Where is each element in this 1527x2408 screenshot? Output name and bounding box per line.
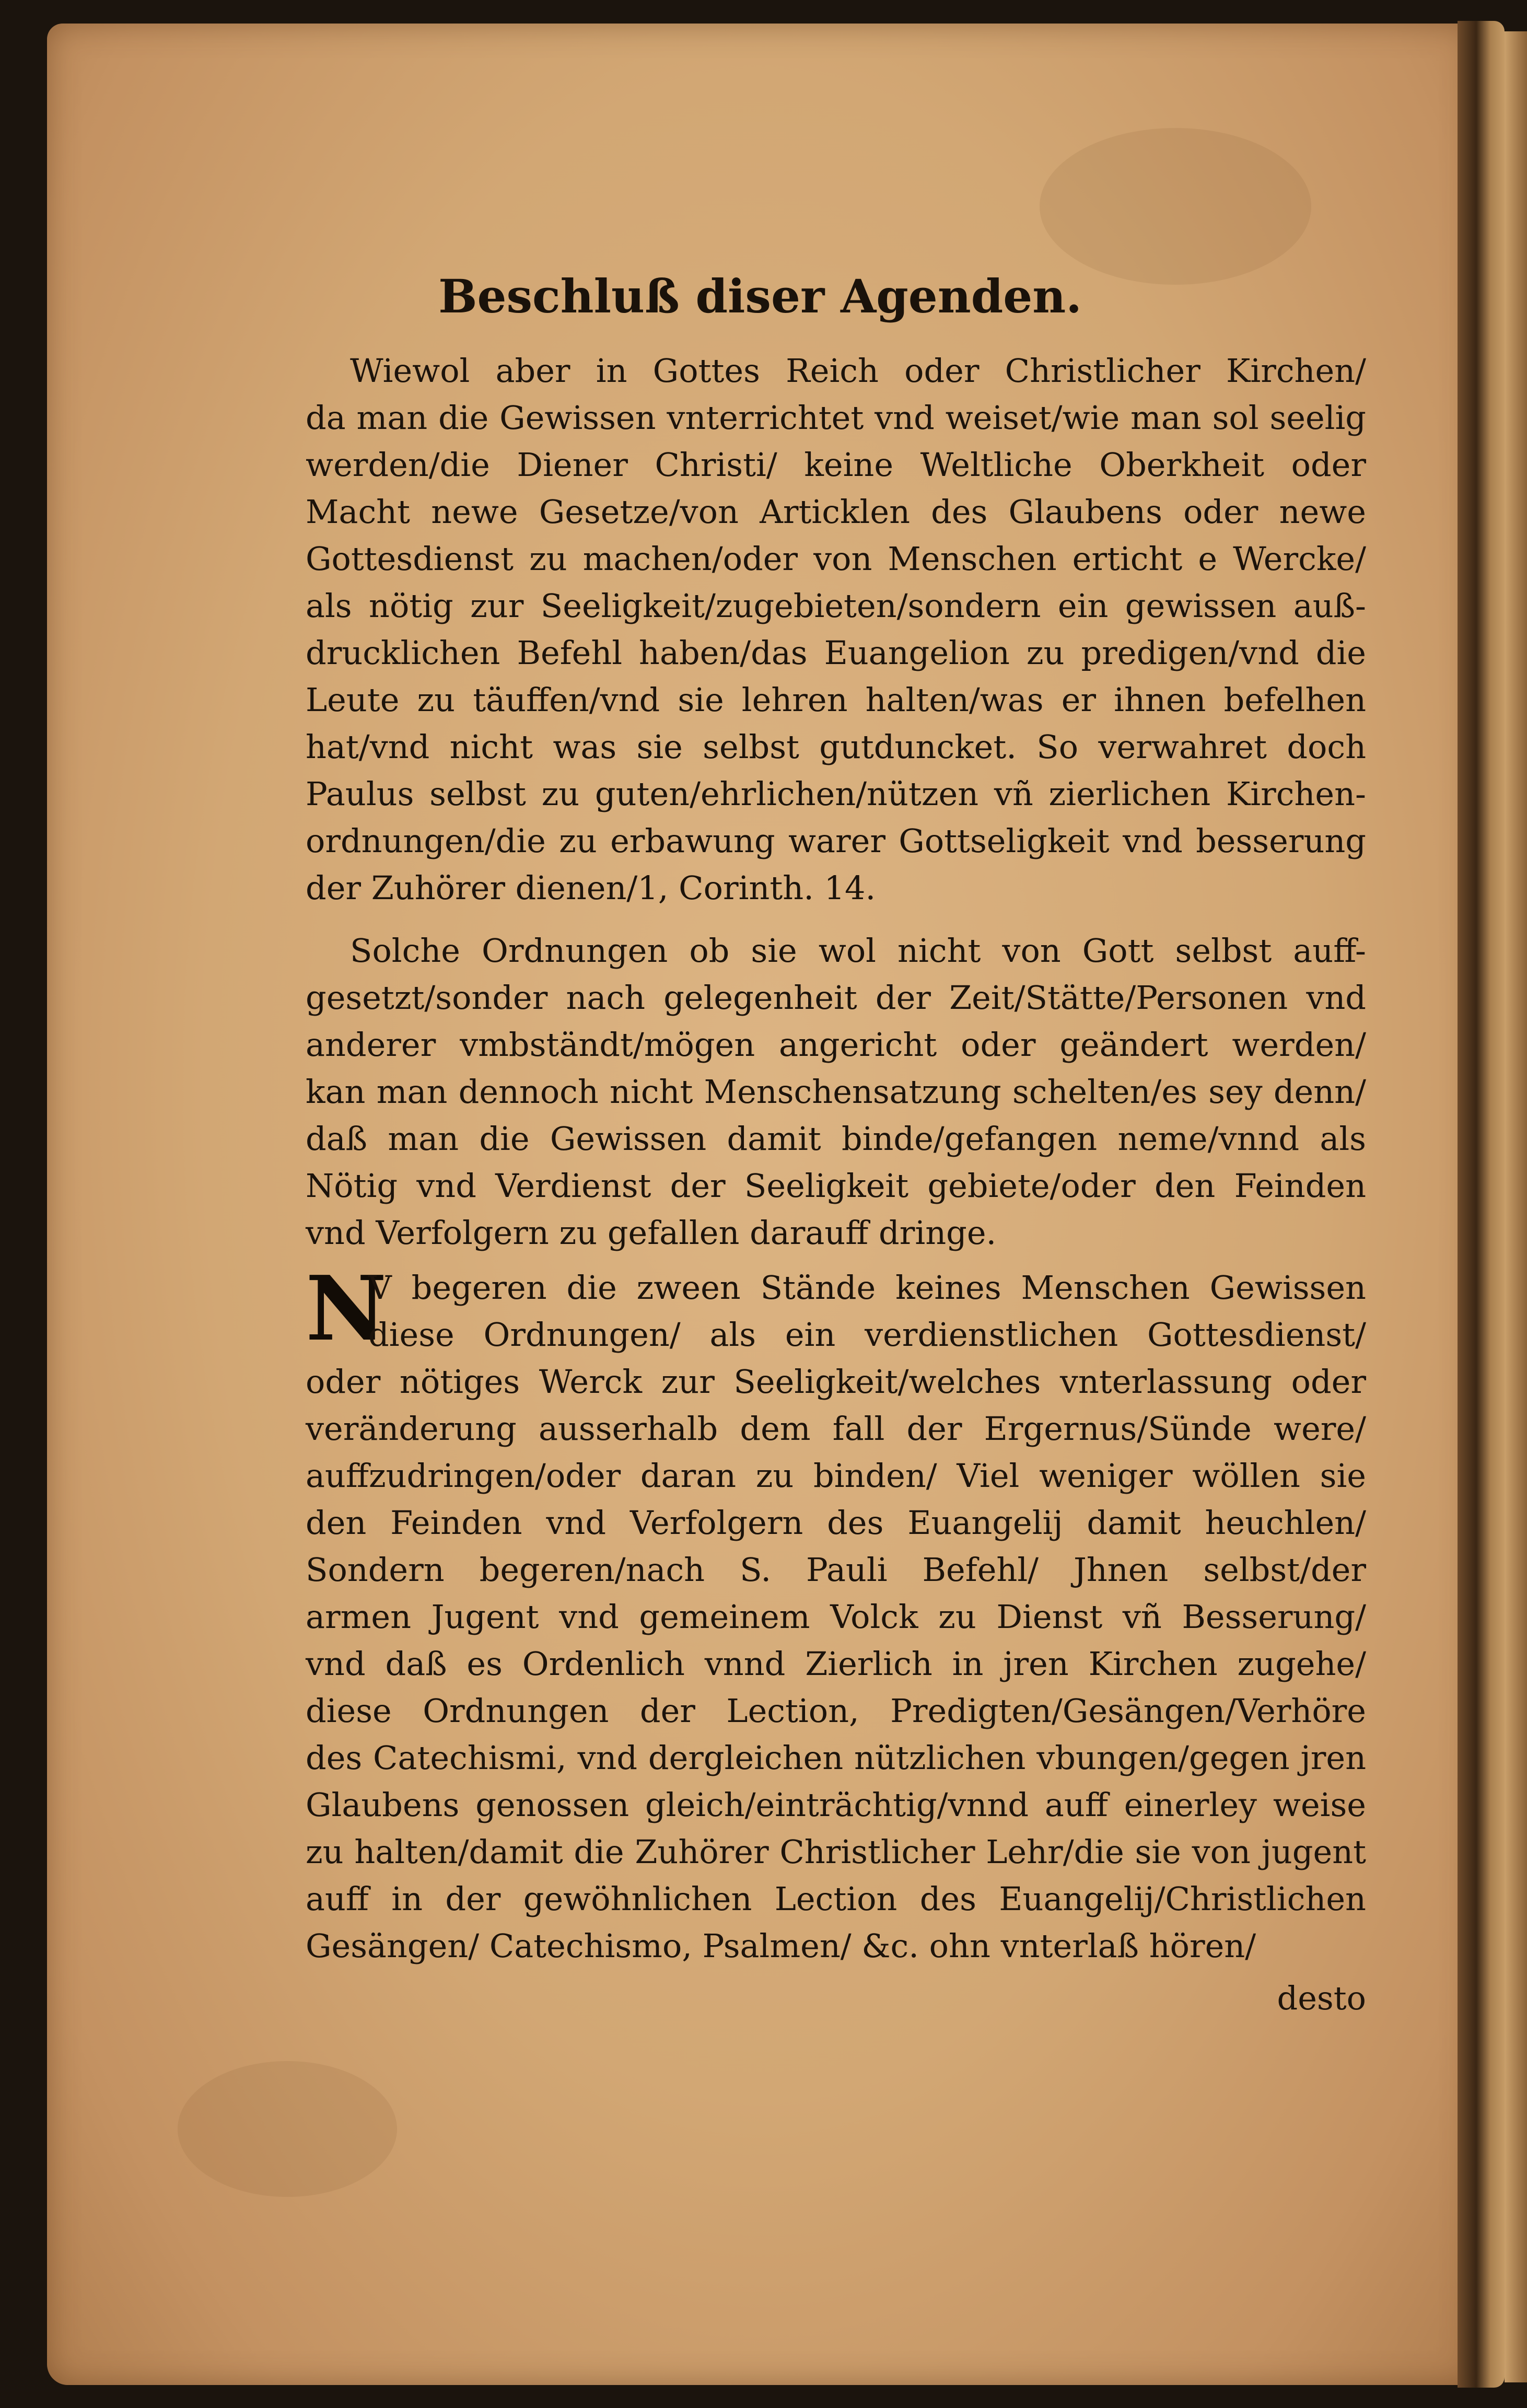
text-line: ordnungen/die zu erbawung warer Gottseligkeit vnd besserung (306, 822, 1366, 860)
paragraph-3 (306, 1257, 1366, 1970)
text-line: diese Ordnungen/ als ein verdienstlichen Gottesdienst/ (368, 1316, 1366, 1354)
text-line: armen Jugent vnd gemeinem Volck zu Dienst vñ Besserung/ (306, 1598, 1366, 1636)
paragraph-1 (306, 347, 1366, 912)
text-line: gesetzt/sonder nach gelegenheit der Zeit/Stätte/Personen vnd (306, 979, 1366, 1017)
text-line: zu halten/damit die Zuhörer Christlicher Lehr/die sie von jugent (306, 1833, 1366, 1871)
text-line: Gottesdienst zu machen/oder von Menschen erticht e Wercke/ (306, 540, 1366, 578)
text-line: Macht newe Gesetze/von Articklen des Glaubens oder newe (306, 493, 1366, 531)
text-line: Wiewol aber in Gottes Reich oder Christlicher Kirchen/ (350, 352, 1366, 390)
text-line: diese Ordnungen der Lection, Predigten/Gesängen/Verhöre (306, 1692, 1366, 1730)
book-gutter (1458, 21, 1505, 2388)
text-line: anderer vmbständt/mögen angericht oder geändert werden/ (306, 1026, 1366, 1064)
page-content (47, 24, 1473, 2385)
text-line: drucklichen Befehl haben/das Euangelion zu predigen/vnd die (306, 634, 1366, 672)
text-line: des Catechismi, vnd dergleichen nützlichen vbungen/gegen jren (306, 1739, 1366, 1777)
text-line: auff in der gewöhnlichen Lection des Euangelij/Christlichen (306, 1880, 1366, 1918)
text-line: Leute zu täuffen/vnd sie lehren halten/was er ihnen befelhen (306, 681, 1366, 719)
paragraph-2 (306, 927, 1366, 1257)
text-line: der Zuhörer dienen/1, Corinth. 14. (306, 869, 876, 907)
text-line: daß man die Gewissen damit binde/gefangen neme/vnnd als (306, 1120, 1366, 1158)
drop-cap-initial: N (306, 1257, 387, 1361)
book-page (47, 24, 1473, 2385)
text-line: werden/die Diener Christi/ keine Weltliche Oberkheit oder (306, 446, 1366, 484)
text-line: da man die Gewissen vnterrichtet vnd weiset/wie man sol seelig (306, 399, 1366, 437)
text-line: V begeren die zween Stände keines Menschen Gewissen (368, 1269, 1366, 1307)
text-line: vnd Verfolgern zu gefallen darauff dringe. (306, 1214, 997, 1252)
text-line: Nötig vnd Verdienst der Seeligkeit gebiete/oder den Feinden (306, 1167, 1366, 1205)
text-line: vnd daß es Ordenlich vnnd Zierlich in jren Kirchen zugehe/ (306, 1645, 1366, 1683)
catchword: desto (1277, 1979, 1366, 2017)
text-line: veränderung ausserhalb dem fall der Ergernus/Sünde were/ (306, 1410, 1366, 1448)
text-line: Gesängen/ Catechismo, Psalmen/ &c. ohn vnterlaß hören/ (306, 1927, 1256, 1965)
text-line: Paulus selbst zu guten/ehrlichen/nützen vñ zierlichen Kirchen- (306, 775, 1366, 813)
text-line: den Feinden vnd Verfolgern des Euangelij damit heuchlen/ (306, 1504, 1366, 1542)
text-line: hat/vnd nicht was sie selbst gutduncket. So verwahret doch (306, 728, 1366, 766)
text-line: auffzudringen/oder daran zu binden/ Viel weniger wöllen sie (306, 1457, 1366, 1495)
text-line: kan man dennoch nicht Menschensatzung schelten/es sey denn/ (306, 1073, 1366, 1111)
text-line: Glaubens genossen gleich/einträchtig/vnnd auff einerley weise (306, 1786, 1366, 1824)
page-title: Beschluß diser Agenden. (438, 269, 1082, 323)
facing-page-edge (1505, 31, 1527, 2382)
text-line: oder nötiges Werck zur Seeligkeit/welches vnterlassung oder (306, 1363, 1366, 1401)
text-line: als nötig zur Seeligkeit/zugebieten/sondern ein gewissen auß- (306, 587, 1366, 625)
text-line: Sondern begeren/nach S. Pauli Befehl/ Jhnen selbst/der (306, 1551, 1366, 1589)
text-line: Solche Ordnungen ob sie wol nicht von Gott selbst auff- (350, 932, 1366, 970)
